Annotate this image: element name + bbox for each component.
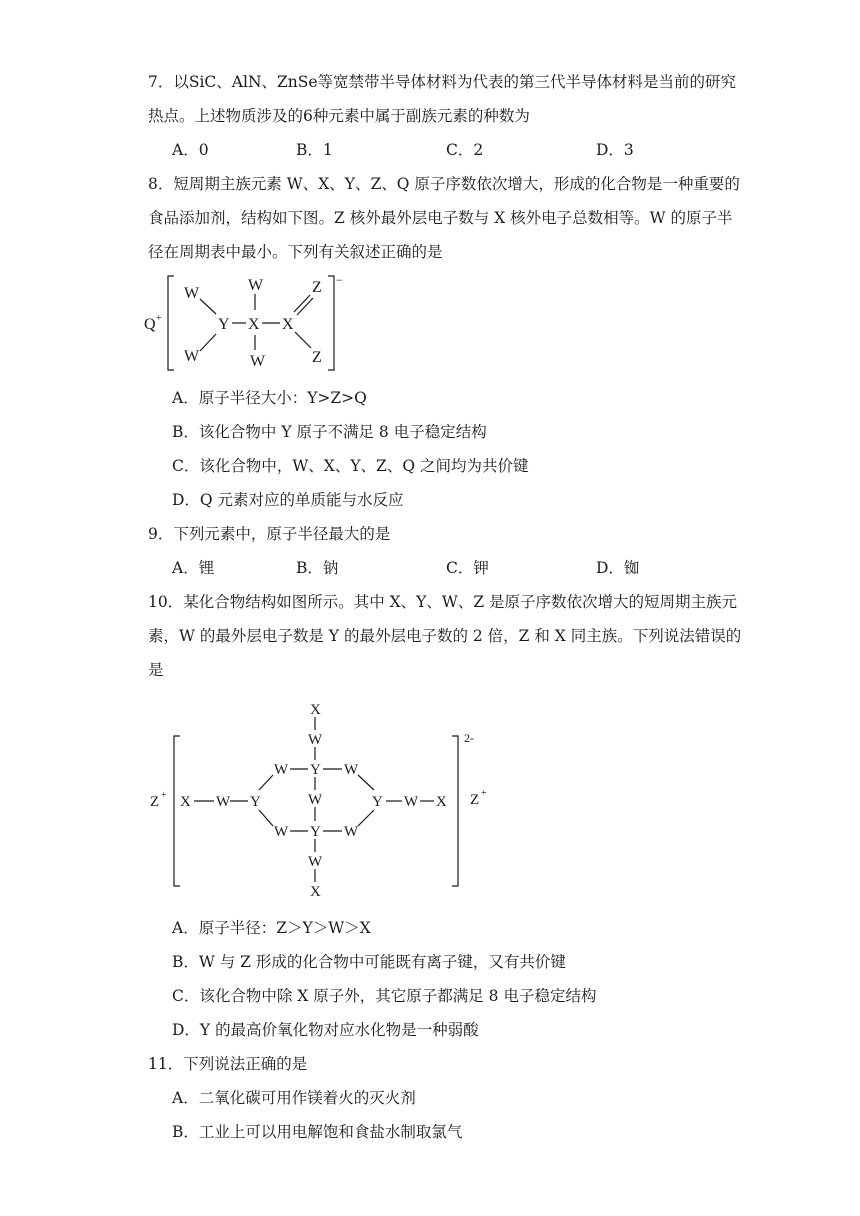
q10-atom-y-left: Y bbox=[250, 794, 261, 810]
q8-stem-line2: 食品添加剂，结构如下图。Z 核外最外层电子数与 X 核外电子总数相等。W 的原子半 bbox=[148, 209, 733, 227]
q7-option-b[interactable]: B．1 bbox=[296, 141, 333, 159]
q8-atom-z2: Z bbox=[312, 349, 322, 366]
q10-atom-x-bot: X bbox=[310, 884, 321, 900]
q10-cation-z-right: Z bbox=[470, 792, 480, 808]
q10-atom-w-ul: W bbox=[274, 762, 289, 778]
q8-stem-line1: 8．短周期主族元素 W、X、Y、Z、Q 原子序数依次增大，形成的化合物是一种重要的 bbox=[148, 175, 740, 193]
q8-atom-x2: X bbox=[282, 316, 294, 333]
q8-atom-w4: W bbox=[250, 353, 266, 370]
q10-anion-charge: 2- bbox=[464, 731, 474, 745]
q10-atom-w-right: W bbox=[404, 794, 419, 810]
q10-cation-z-left: Z bbox=[150, 794, 160, 810]
q10-atom-y-right: Y bbox=[372, 794, 383, 810]
q11-option-b[interactable]: B．工业上可以用电解饱和食盐水制取氯气 bbox=[172, 1123, 463, 1141]
q10-atom-x-left: X bbox=[180, 794, 191, 810]
q10-atom-w-lr: W bbox=[344, 824, 359, 840]
q10-stem-line1: 10．某化合物结构如图所示。其中 X、Y、W、Z 是原子序数依次增大的短周期主族元 bbox=[148, 593, 738, 611]
q8-stem-line3: 径在周期表中最小。下列有关叙述正确的是 bbox=[148, 243, 443, 261]
q7-option-c[interactable]: C．2 bbox=[446, 141, 484, 159]
q8-option-b[interactable]: B．该化合物中 Y 原子不满足 8 电子稳定结构 bbox=[172, 423, 487, 441]
q8-atom-w2: W bbox=[248, 277, 264, 294]
q10-atom-y-top: Y bbox=[310, 762, 321, 778]
q10-stem-line2: 素，W 的最外层电子数是 Y 的最外层电子数的 2 倍，Z 和 X 同主族。下列说法错误的 bbox=[148, 627, 742, 645]
q8-cation-q: Q bbox=[144, 316, 156, 333]
q10-option-c[interactable]: C．该化合物中除 X 原子外，其它原子都满足 8 电子稳定结构 bbox=[172, 987, 597, 1005]
q10-structure-diagram bbox=[140, 696, 500, 902]
q8-atom-w1: W bbox=[184, 285, 200, 302]
q10-atom-w-left: W bbox=[216, 794, 231, 810]
q10-option-d[interactable]: D．Y 的最高价氧化物对应水化物是一种弱酸 bbox=[172, 1021, 479, 1039]
q9-option-a[interactable]: A．锂 bbox=[172, 559, 215, 577]
q8-anion-charge: − bbox=[336, 273, 343, 287]
q10-atom-w-mid: W bbox=[308, 792, 323, 808]
q10-option-a[interactable]: A．原子半径：Z＞Y＞W＞X bbox=[172, 919, 371, 937]
q8-option-a[interactable]: A．原子半径大小：Y>Z>Q bbox=[172, 389, 367, 407]
q8-atom-x1: X bbox=[248, 316, 260, 333]
q11-stem-line1: 11．下列说法正确的是 bbox=[148, 1055, 308, 1073]
q7-stem-line2: 热点。上述物质涉及的6种元素中属于副族元素的种数为 bbox=[148, 107, 530, 125]
q8-cation-charge: + bbox=[156, 313, 162, 324]
q10-atom-w-ur: W bbox=[344, 762, 359, 778]
q10-stem-line3: 是 bbox=[148, 661, 164, 679]
q9-option-b[interactable]: B．钠 bbox=[296, 559, 339, 577]
q8-option-d[interactable]: D．Q 元素对应的单质能与水反应 bbox=[172, 491, 404, 509]
q7-stem-line1: 7．以SiC、AlN、ZnSe等宽禁带半导体材料为代表的第三代半导体材料是当前的研究 bbox=[148, 73, 737, 91]
q11-option-a[interactable]: A．二氧化碳可用作镁着火的灭火剂 bbox=[172, 1089, 416, 1107]
q10-atom-x-top: X bbox=[310, 702, 321, 718]
q10-atom-y-bot: Y bbox=[310, 824, 321, 840]
q8-atom-y: Y bbox=[218, 316, 230, 333]
q10-atom-w-bot: W bbox=[308, 854, 323, 870]
q8-structure-diagram bbox=[140, 268, 360, 378]
q8-atom-z1: Z bbox=[312, 279, 322, 296]
q7-option-a[interactable]: A．0 bbox=[172, 141, 209, 159]
q7-options bbox=[0, 140, 860, 160]
q10-atom-x-right: X bbox=[436, 794, 447, 810]
q10-atom-w-top: W bbox=[308, 732, 323, 748]
q9-option-d[interactable]: D．铷 bbox=[596, 559, 640, 577]
q9-options bbox=[0, 558, 860, 578]
q9-option-c[interactable]: C．钾 bbox=[446, 559, 489, 577]
q7-option-d[interactable]: D．3 bbox=[596, 141, 634, 159]
q10-cation-charge-right: + bbox=[481, 788, 487, 799]
q8-atom-w3: W bbox=[184, 348, 200, 365]
q10-cation-charge-left: + bbox=[161, 790, 167, 801]
q10-atom-w-ll: W bbox=[274, 824, 289, 840]
q9-stem-line1: 9．下列元素中，原子半径最大的是 bbox=[148, 525, 391, 543]
q10-option-b[interactable]: B．W 与 Z 形成的化合物中可能既有离子键，又有共价键 bbox=[172, 953, 566, 971]
q8-option-c[interactable]: C．该化合物中，W、X、Y、Z、Q 之间均为共价键 bbox=[172, 457, 529, 475]
